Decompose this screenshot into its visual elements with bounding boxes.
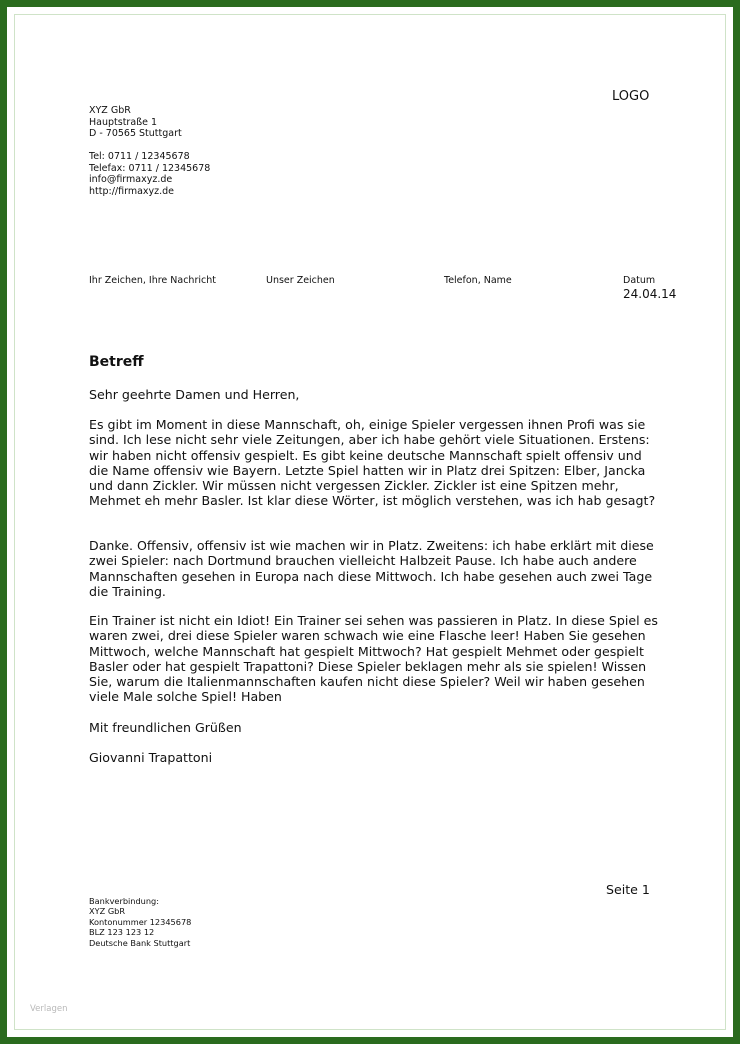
subject: Betreff [89,354,144,370]
paragraph-2 [89,538,659,599]
bank-account-number: Kontonummer 12345678 [89,916,192,927]
sender-city: D - 70565 Stuttgart [89,128,182,140]
ref-your-reference: Ihr Zeichen, Ihre Nachricht [89,275,216,286]
bank-heading: Bankverbindung: [89,896,160,906]
sender-company: XYZ GbR [89,105,131,116]
bank-blz: BLZ 123 123 12 [89,927,155,938]
bank-details [89,896,191,948]
ref-our-reference: Unser Zeichen [266,275,335,286]
ref-phone-name: Telefon, Name [444,275,512,286]
paragraph-3 [89,613,659,705]
sender-address [89,105,182,140]
signer-name: Giovanni Trapattoni [89,750,213,765]
contact-email: info@firmaxyz.de [89,174,173,186]
paragraph-1 [89,417,659,509]
closing: Mit freundlichen Grüßen [89,720,242,735]
logo: LOGO [612,89,650,104]
page-number: Seite 1 [606,882,650,897]
bank-account-holder: XYZ GbR [89,906,126,917]
sender-street: Hauptstraße 1 [89,116,158,128]
paragraph-text: Danke. Offensiv, offensiv ist wie machen wir in Platz. Zweitens: ich habe erklärt mit diese zwei Spieler: nach Dortmund brauchen vielleicht Halbzeit Pause. Ich habe auch andere Mannschaften gesehen in Europa nach diese Mittwoch. Ich habe gesehen auch zwei Tage die Training. [89,538,654,599]
contact-web: http://firmaxyz.de [89,185,175,197]
salutation: Sehr geehrte Damen und Herren, [89,387,300,402]
bank-name: Deutsche Bank Stuttgart [89,937,191,948]
contact-fax: Telefax: 0711 / 12345678 [89,162,211,174]
paragraph-text: Ein Trainer ist nicht ein Idiot! Ein Trainer sei sehen was passieren in Platz. In diese Spiel es waren zwei, drei diese Spieler waren schwach wie eine Flasche leer! Haben Sie gesehen Mittwoch, welche Mannschaft hat gespielt Mittwoch? Hat gespielt Mehmet oder gespielt Basler oder hat gespielt Trapattoni? Diese Spieler beklagen mehr als sie spielen! Wissen Sie, warum die Italienmannschaften kaufen nicht diese Spieler? Weil wir haben gesehen viele Male solche Spiel! Haben [89,613,658,705]
paragraph-text: Es gibt im Moment in diese Mannschaft, oh, einige Spieler vergessen ihnen Profi was sie sind. Ich lese nicht sehr viele Zeitungen, aber ich habe gehört viele Situationen. Erstens: wir haben nicht offensiv gespielt. Es gibt keine deutsche Mannschaft spielt offensiv und die Name offensiv wie Bayern. Letzte Spiel hatten wir in Platz drei Spitzen: Elber, Jancka und dann Zickler. Wir müssen nicht vergessen Zickler. Zickler ist eine Spitzen mehr, Mehmet eh mehr Basler. Ist klar diese Wörter, ist möglich verstehen, was ich hab gesagt? [89,417,656,509]
sender-contact [89,151,210,197]
ref-date-label: Datum [623,275,656,286]
contact-tel: Tel: 0711 / 12345678 [89,151,190,162]
watermark: Verlagen [30,1004,68,1014]
ref-date-value: 24.04.14 [623,287,677,301]
